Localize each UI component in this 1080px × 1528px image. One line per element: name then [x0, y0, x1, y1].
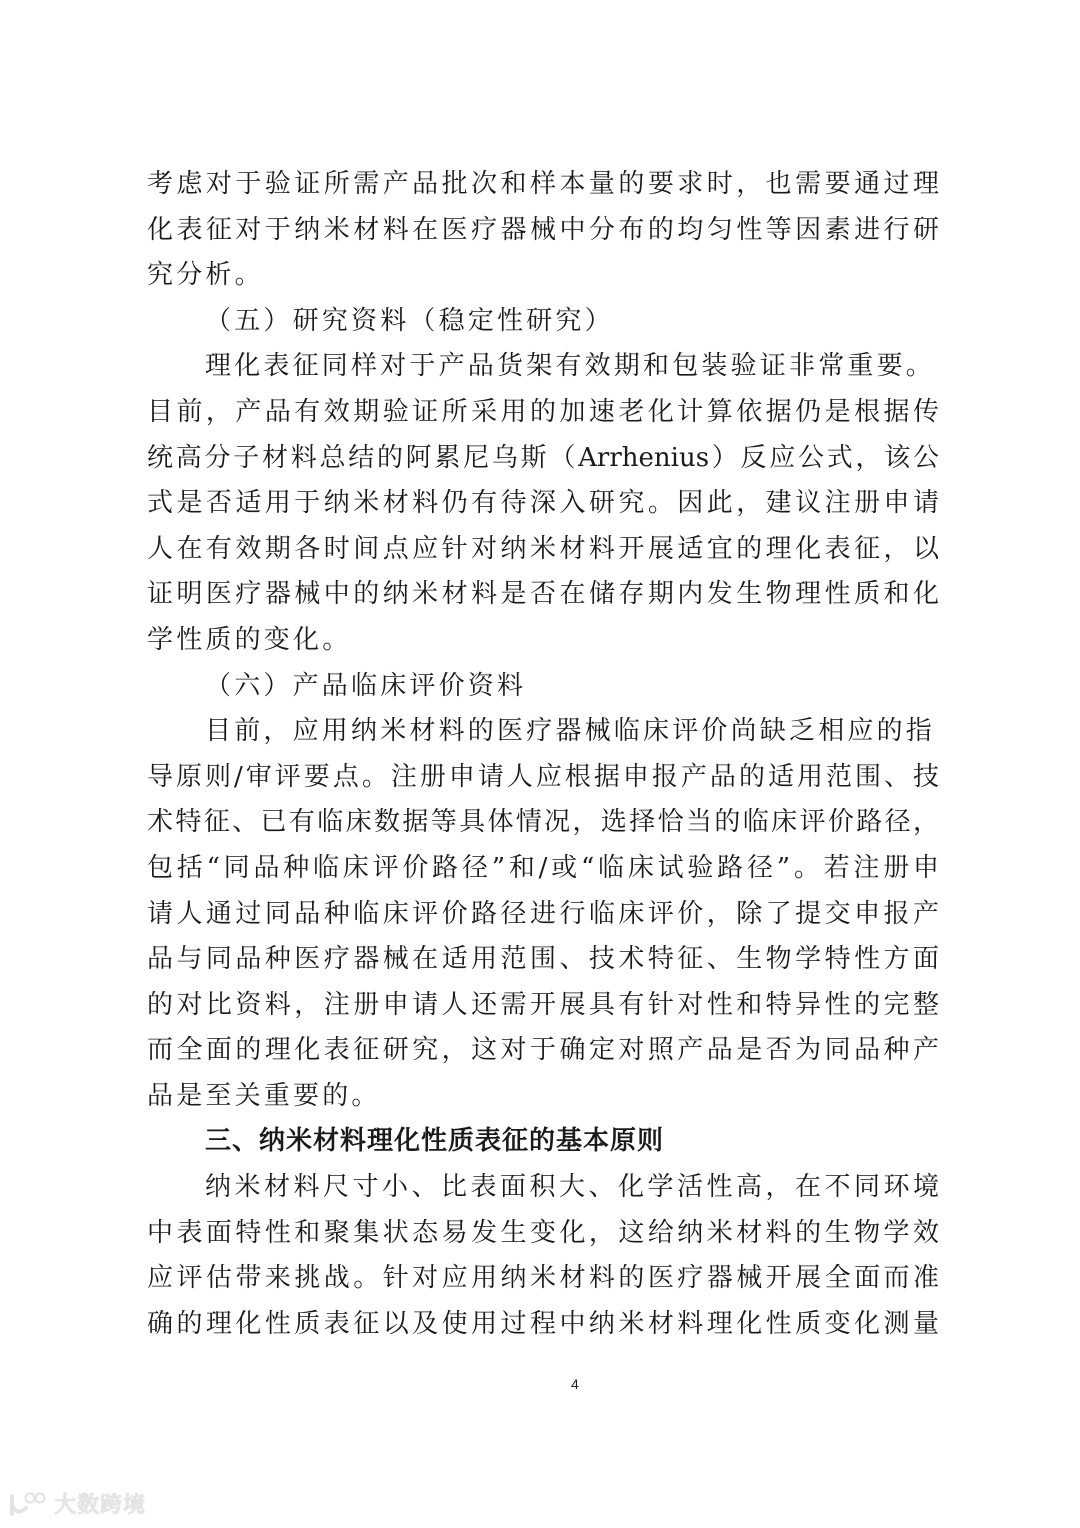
text-line: 目前，产品有效期验证所采用的加速老化计算依据仍是根据传	[147, 396, 939, 427]
text-line: 目前，应用纳米材料的医疗器械临床评价尚缺乏相应的指	[205, 716, 936, 747]
text-line: 术特征、已有临床数据等具体情况，选择恰当的临床评价路径，	[147, 807, 939, 838]
text-line: 统高分子材料总结的阿累尼乌斯（Arrhenius）反应公式，该公	[147, 442, 939, 473]
text-line: 导原则/审评要点。注册申请人应根据申报产品的适用范围、技	[147, 761, 939, 792]
text-line: 式是否适用于纳米材料仍有待深入研究。因此，建议注册申请	[147, 488, 939, 519]
text-line: 考虑对于验证所需产品批次和样本量的要求时，也需要通过理	[147, 169, 939, 199]
text-line: 中表面特性和聚集状态易发生变化，这给纳米材料的生物学效	[147, 1217, 939, 1248]
text-line: 请人通过同品种临床评价路径进行临床评价，除了提交申报产	[147, 898, 939, 929]
text-line: 而全面的理化表征研究，这对于确定对照产品是否为同品种产	[147, 1035, 939, 1066]
text-line: 究分析。	[147, 260, 264, 291]
section-subheading-6: （六）产品临床评价资料	[205, 670, 527, 701]
text-line: 纳米材料尺寸小、比表面积大、化学活性高，在不同环境	[205, 1172, 939, 1203]
text-line: 学性质的变化。	[147, 624, 352, 655]
text-line: 品是至关重要的。	[147, 1080, 381, 1111]
section-heading-3: 三、纳米材料理化性质表征的基本原则	[205, 1126, 665, 1157]
paragraph-stability	[147, 344, 939, 663]
text-line: 化表征对于纳米材料在医疗器械中分布的均匀性等因素进行研	[147, 214, 939, 245]
section-subheading-5: （五）研究资料（稳定性研究）	[205, 305, 614, 336]
k100-logo-icon	[6, 1490, 50, 1518]
text-line: 人在有效期各时间点应针对纳米材料开展适宜的理化表征，以	[147, 533, 939, 564]
document-page	[147, 162, 939, 1347]
text-line: 证明医疗器械中的纳米材料是否在储存期内发生物理性质和化	[147, 579, 939, 610]
text-line: 的对比资料，注册申请人还需开展具有针对性和特异性的完整	[147, 989, 939, 1020]
paragraph-basic-principles	[147, 1165, 939, 1347]
text-line: 品与同品种医疗器械在适用范围、技术特征、生物学特性方面	[147, 944, 939, 975]
watermark	[6, 1488, 146, 1519]
text-line: 理化表征同样对于产品货架有效期和包装验证非常重要。	[205, 351, 936, 382]
watermark-text: 大数跨境	[54, 1493, 147, 1518]
text-line: 包括“同品种临床评价路径”和/或“临床试验路径”。若注册申	[147, 852, 939, 883]
page-number: 4	[571, 1376, 579, 1392]
text-line: 应评估带来挑战。针对应用纳米材料的医疗器械开展全面而准	[147, 1263, 939, 1294]
text-line: 确的理化性质表征以及使用过程中纳米材料理化性质变化测量	[147, 1308, 939, 1339]
paragraph-clinical-evaluation	[147, 709, 939, 1119]
paragraph-continued	[147, 162, 939, 299]
